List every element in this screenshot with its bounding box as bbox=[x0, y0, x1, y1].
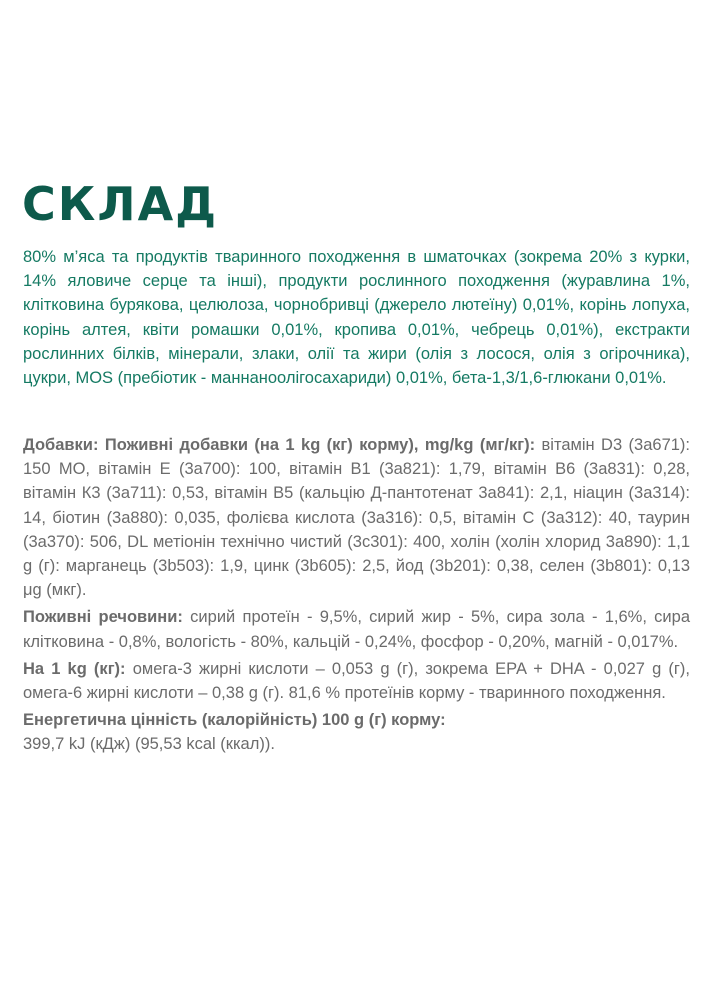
nutrients-label: Поживні речовини: bbox=[23, 608, 183, 627]
additives-text: вітамін D3 (3a671): 150 МО, вітамін E (3a700): 100, вітамін B1 (3a821): 1,79, вітамін B6 (3a831): 0,28, вітамін К3 (3a711): 0,53, вітамін В5 (кальцію Д-пантотенат 3a841): 2,1, ніацин (3a314): 14, біотин (3a880): 0,035, фолієва кислота (3a316): 0,5, вітамін С (3a312): 40, таурин (3a370): 506, DL метіонін технічно чистий (3c301): 400, холін (холін хлорид 3a890): 1,1 g (г): марганець (3b503): 1,9, цинк (3b605): 2,5, йод (3b201): 0,38, селен (3b801): 0,13 μg (мкг). bbox=[23, 436, 690, 600]
details-block bbox=[23, 433, 690, 760]
nutrients-paragraph bbox=[23, 605, 690, 653]
additives-label: Добавки: Поживні добавки (на 1 kg (кг) корму), mg/kg (мг/кг): bbox=[23, 436, 536, 454]
per-kg-label: На 1 kg (кг): bbox=[23, 659, 126, 678]
composition-text: 80% м’яса та продуктів тваринного походження в шматочках (зокрема 20% з курки, 14% яловиче серце та інші), продукти рослинного походження (журавлина 1%, клітковина бурякова, целюлоза, чорнобривці (джерело лютеїну) 0,01%, корінь лопуха, корінь алтея, квіти ромашки 0,01%, кропива 0,01%, чебрець 0,01%), екстракти рослинних білків, мінерали, злаки, олії та жири (олія з лосося, олія з огірочника), цукри, MOS (пребіотик - маннаноолігосахариди) 0,01%, бета-1,3/1,6-глюкани 0,01%. bbox=[23, 248, 690, 388]
per-kg-paragraph bbox=[23, 657, 690, 705]
per-kg-text: омега-3 жирні кислоти – 0,053 g (г), зокрема EPA + DHA - 0,027 g (г), омега-6 жирні кислоти – 0,38 g (г). 81,6 % протеїнів корму - тваринного походження. bbox=[23, 659, 690, 703]
additives-paragraph bbox=[23, 433, 690, 602]
energy-label: Енергетична цінність (калорійність) 100 g (г) корму: bbox=[23, 711, 446, 730]
nutrients-text: сирий протеїн - 9,5%, сирий жир - 5%, сира зола - 1,6%, сира клітковина - 0,8%, вологість - 80%, кальцій - 0,24%, фосфор - 0,20%, магній - 0,017%. bbox=[23, 608, 691, 651]
energy-text: 399,7 kJ (кДж) (95,53 kcal (ккал)). bbox=[23, 735, 275, 754]
energy-paragraph bbox=[23, 708, 690, 756]
page-title: СКЛАД bbox=[22, 177, 219, 231]
